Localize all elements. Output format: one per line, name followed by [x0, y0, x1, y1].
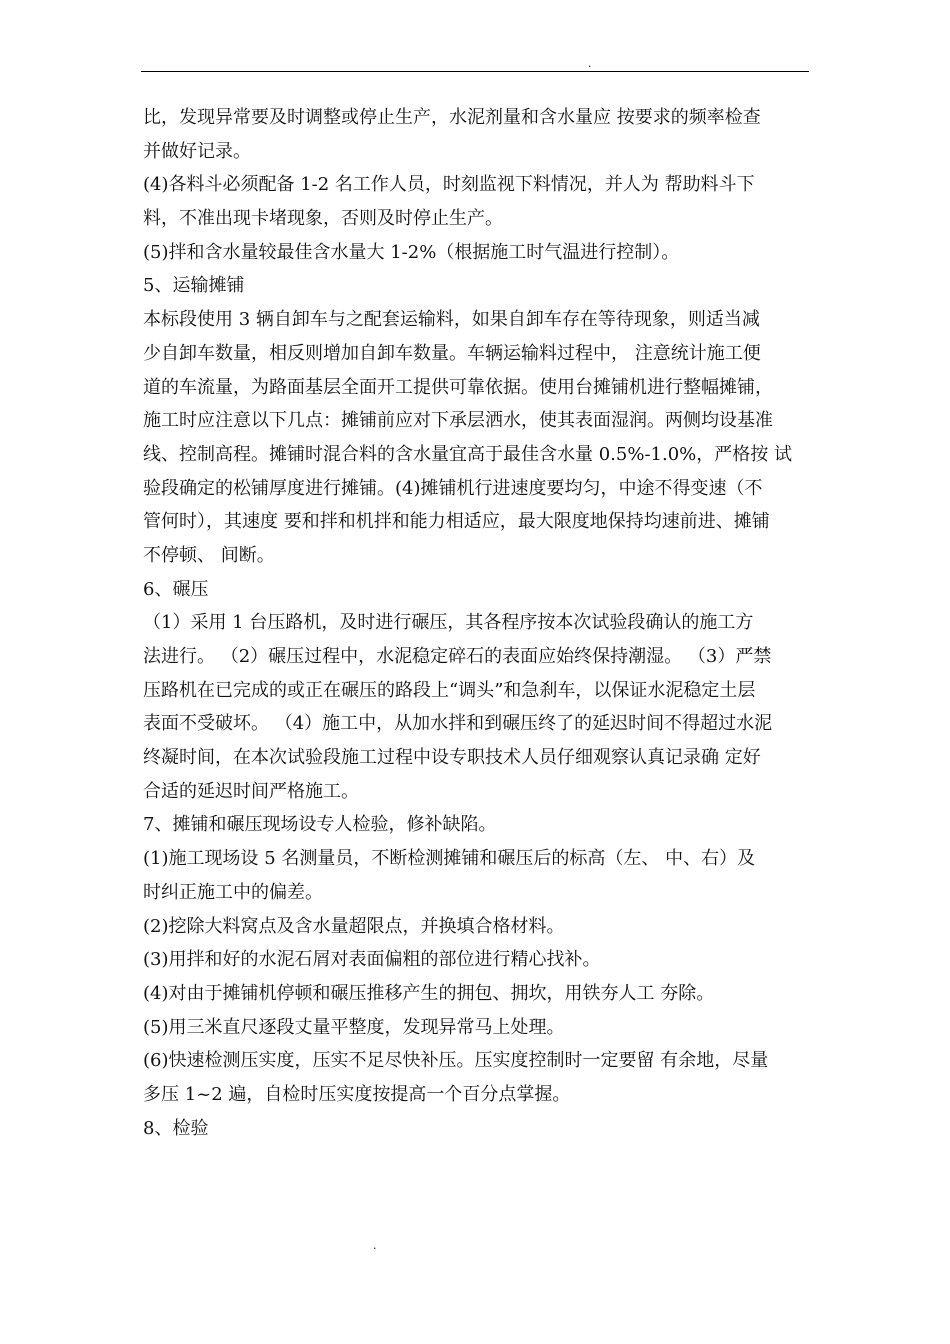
text-line: 合适的延迟时间严格施工。 — [143, 780, 359, 802]
text-line: 法进行。 （2）碾压过程中，水泥稳定碎石的表面应始终保持潮湿。 （3）严禁 — [143, 646, 772, 667]
text-line: (3)用拌和好的水泥石屑对表面偏粗的部位进行精心找补。 — [143, 949, 601, 971]
text-line: 本标段使用 3 辆自卸车与之配套运输料，如果自卸车存在等待现象，则适当减 — [143, 309, 760, 331]
text-line: 道的车流量，为路面基层全面开工提供可靠依据。使用台摊铺机进行整幅摊铺， — [143, 376, 773, 398]
text-line: (1)施工现场设 5 名测量员，不断检测摊铺和碾压后的标高（左、 中、右）及 — [143, 848, 756, 870]
text-line: 终凝时间，在本次试验段施工过程中设专职技术人员仔细观察认真记录确 定好 — [143, 747, 761, 769]
text-line: 并做好记录。 — [143, 140, 251, 162]
text-line: (4)各料斗必须配备 1-2 名工作人员，时刻监视下料情况，并人为 帮助料斗下 — [143, 174, 755, 196]
text-line: 料，不准出现卡堵现象，否则及时停止生产。 — [143, 208, 503, 230]
text-line: 管何时），其速度 要和拌和机拌和能力相适应，最大限度地保持均速前进、摊铺 — [143, 511, 770, 533]
text-line: 表面不受破坏。 （4）施工中，从加水拌和到碾压终了的延迟时间不得超过水泥 — [143, 713, 773, 735]
text-line: （1）采用 1 台压路机，及时进行碾压，其各程序按本次试验段确认的施工方 — [143, 612, 754, 634]
section-heading: 8、检验 — [143, 1117, 209, 1139]
text-line: 时纠正施工中的偏差。 — [143, 881, 323, 903]
text-line: (5)用三米直尺逐段丈量平整度，发现异常马上处理。 — [143, 1016, 565, 1038]
section-heading: 7、摊铺和碾压现场设专人检验，修补缺陷。 — [143, 814, 497, 836]
text-line: 施工时应注意以下几点：摊铺前应对下承层洒水，使其表面湿润。两侧均设基准 — [143, 410, 773, 432]
text-line: (2)挖除大料窝点及含水量超限点，并换填合格材料。 — [143, 915, 565, 937]
text-line: (5)拌和含水量较最佳含水量大 1-2%（根据施工时气温进行控制）。 — [143, 241, 680, 263]
text-line: 少自卸车数量，相反则增加自卸车数量。车辆运输料过程中， 注意统计施工便 — [143, 342, 761, 364]
text-line: 不停顿、 间断。 — [143, 544, 275, 566]
text-line: (4)对由于摊铺机停顿和碾压推移产生的拥包、拥坎，用铁夯人工 夯除。 — [143, 982, 715, 1004]
text-line: 比，发现异常要及时调整或停止生产，水泥剂量和含水量应 按要求的频率检查 — [143, 107, 761, 128]
header-rule — [141, 71, 809, 72]
document-body — [143, 101, 811, 1145]
text-line: 线、控制高程。摊铺时混合料的含水量宜高于最佳含水量 0.5%-1.0%，严格按 试 — [143, 443, 792, 465]
header-mark: . — [588, 57, 592, 70]
footer-mark: . — [373, 1239, 377, 1252]
text-line: 压路机在已完成的或正在碾压的路段上“调头”和急刹车，以保证水泥稳定土层 — [143, 679, 756, 701]
text-line: 验段确定的松铺厚度进行摊铺。(4)摊铺机行进速度要均匀，中途不得变速（不 — [143, 477, 763, 499]
text-line: (6)快速检测压实度，压实不足尽快补压。压实度控制时一定要留 有余地，尽量 — [143, 1050, 769, 1072]
text-line: 多压 1~2 遍，自检时压实度按提高一个百分点掌握。 — [143, 1083, 571, 1105]
section-heading: 5、运输摊铺 — [143, 275, 245, 297]
section-heading: 6、碾压 — [143, 578, 209, 600]
